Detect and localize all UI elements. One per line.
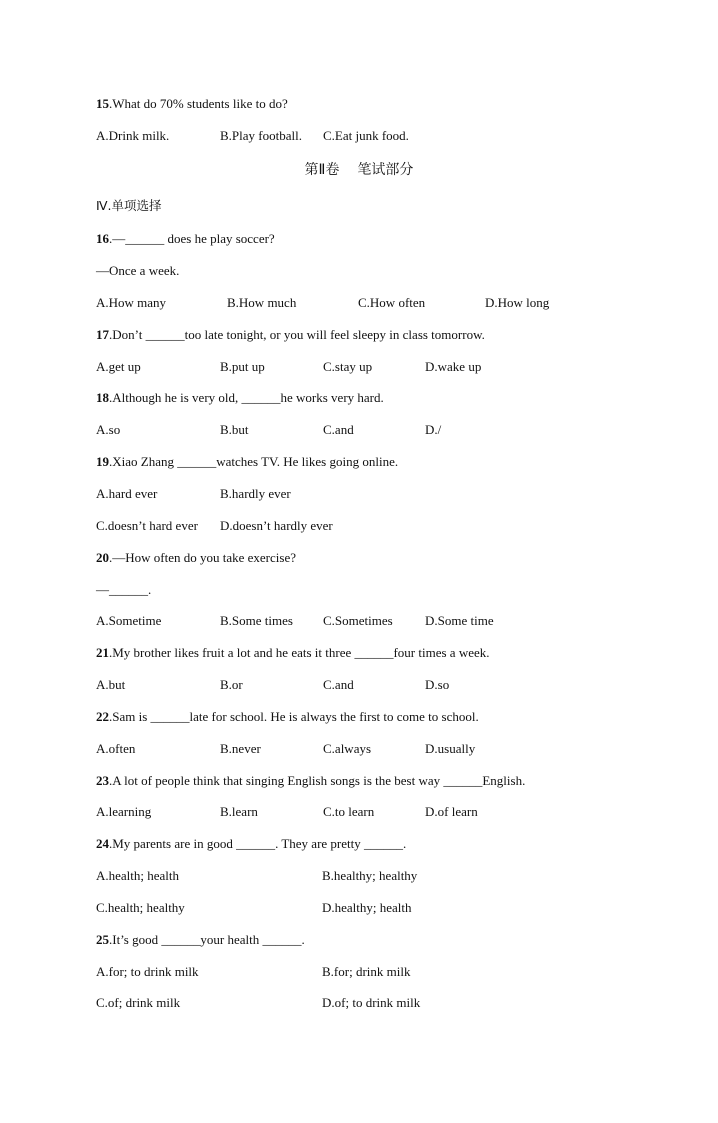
option-d: D.Some time: [425, 613, 494, 628]
question-text: .Although he is very old, ______he works very hard.: [109, 390, 384, 405]
question-17: [96, 327, 485, 343]
option-c: C.and: [323, 422, 354, 437]
question-number: 24: [96, 836, 109, 851]
option-c: C.stay up: [323, 359, 373, 374]
question-22: [96, 709, 479, 725]
question-text: .My brother likes fruit a lot and he eats it three ______four times a week.: [109, 645, 490, 660]
option-c: C.How often: [358, 295, 426, 310]
option-b: B.Play football.: [220, 128, 302, 143]
question-text: .A lot of people think that singing English songs is the best way ______English.: [109, 773, 526, 788]
question-text: .Don’t ______too late tonight, or you will feel sleepy in class tomorrow.: [109, 327, 485, 342]
option-b: B.but: [220, 422, 249, 437]
question-number: 23: [96, 773, 109, 788]
question-number: 21: [96, 645, 109, 660]
question-number: 20: [96, 550, 109, 565]
option-c: C.doesn’t hard ever: [96, 518, 198, 533]
question-text: .Sam is ______late for school. He is always the first to come to school.: [109, 709, 479, 724]
question-number: 16: [96, 231, 109, 246]
option-a: A.health; health: [96, 868, 180, 883]
question-number: 15: [96, 96, 109, 111]
option-c: C.Eat junk food.: [323, 128, 409, 143]
option-a: A.learning: [96, 804, 152, 819]
option-d: D.of learn: [425, 804, 478, 819]
option-a: A.Sometime: [96, 613, 162, 628]
part-label: Ⅳ.单项选择: [96, 198, 162, 213]
option-a: A.so: [96, 422, 121, 437]
question-number: 25: [96, 932, 109, 947]
option-c: C.Sometimes: [323, 613, 393, 628]
option-a: A.hard ever: [96, 486, 158, 501]
option-b: B.put up: [220, 359, 265, 374]
option-a: A.Drink milk.: [96, 128, 170, 143]
option-a: A.How many: [96, 295, 167, 310]
option-a: A.but: [96, 677, 126, 692]
option-c: C.to learn: [323, 804, 375, 819]
question-number: 19: [96, 454, 109, 469]
option-d: D.of; to drink milk: [322, 995, 421, 1010]
option-d: D.usually: [425, 741, 476, 756]
option-b: B.hardly ever: [220, 486, 291, 501]
option-b: B.learn: [220, 804, 258, 819]
question-number: 22: [96, 709, 109, 724]
section-title: [0, 161, 718, 179]
option-d: D./: [425, 422, 442, 437]
option-b: B.Some times: [220, 613, 293, 628]
dialogue-answer: —Once a week.: [96, 263, 180, 278]
option-c: C.of; drink milk: [96, 995, 181, 1010]
question-15: [96, 96, 288, 112]
option-b: B.How much: [227, 295, 297, 310]
option-a: A.for; to drink milk: [96, 964, 199, 979]
option-a: A.often: [96, 741, 136, 756]
option-b: B.for; drink milk: [322, 964, 411, 979]
question-text: .My parents are in good ______. They are pretty ______.: [109, 836, 407, 851]
option-b: B.never: [220, 741, 261, 756]
question-21: [96, 645, 490, 661]
option-d: D.so: [425, 677, 450, 692]
question-24: [96, 836, 406, 852]
option-b: B.or: [220, 677, 243, 692]
question-18: [96, 390, 384, 406]
question-number: 18: [96, 390, 109, 405]
question-25: [96, 932, 305, 948]
question-number: 17: [96, 327, 109, 342]
section-title-volume: 第Ⅱ卷: [304, 162, 340, 178]
option-d: D.wake up: [425, 359, 482, 374]
question-text: .—______ does he play soccer?: [109, 231, 275, 246]
option-d: D.How long: [485, 295, 550, 310]
section-title-part: 笔试部分: [357, 162, 414, 178]
question-16: [96, 231, 275, 247]
dialogue-answer: —______.: [96, 582, 152, 597]
option-b: B.healthy; healthy: [322, 868, 418, 883]
option-d: D.healthy; health: [322, 900, 412, 915]
question-20: [96, 550, 296, 566]
option-c: C.always: [323, 741, 372, 756]
option-d: D.doesn’t hardly ever: [220, 518, 333, 533]
option-a: A.get up: [96, 359, 141, 374]
question-19: [96, 454, 398, 470]
question-text: .It’s good ______your health ______.: [109, 932, 305, 947]
question-23: [96, 773, 525, 789]
option-c: C.health; healthy: [96, 900, 185, 915]
question-text: .What do 70% students like to do?: [109, 96, 288, 111]
question-text: .Xiao Zhang ______watches TV. He likes going online.: [109, 454, 399, 469]
question-text: .—How often do you take exercise?: [109, 550, 296, 565]
option-c: C.and: [323, 677, 354, 692]
